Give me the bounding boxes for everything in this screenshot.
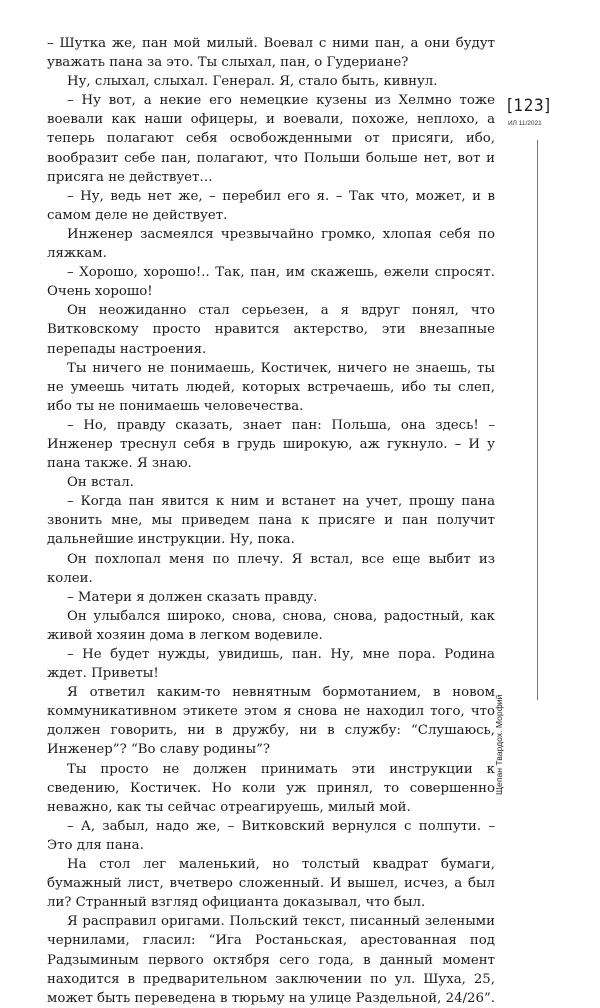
paragraph: Он улыбался широко, снова, снова, снова, радостный, как живой хозяин дома в легком водевиле. (47, 608, 495, 643)
paragraph: Ну, слыхал, слыхал. Генерал. Я, стало быть, кивнул. (67, 74, 438, 90)
paragraph: Я ответил каким-то невнятным бормотанием, в новом коммуникативном этикете этом я снова не находил того, что должен говорить, ни в дружбу, ни в службу: “Слушаюсь, Инженер”? “Во славу родины”? (47, 685, 495, 758)
paragraph: – Не будет нужды, увидишь, пан. Ну, мне пора. Родина ждет. Приветы! (47, 647, 495, 682)
body-text (47, 34, 495, 1008)
paragraph: Он неожиданно стал серьезен, а я вдруг понял, что Витковскому просто нравится актерство, эти внезапные перепады настроения. (47, 303, 495, 357)
paragraph: – Хорошо, хорошо!.. Так, пан, им скажешь, ежели спросят. Очень хорошо! (47, 265, 495, 300)
paragraph: – А, забыл, надо же, – Витковский вернулся с полпути. – Это для пана. (47, 818, 495, 853)
vertical-divider (537, 140, 538, 700)
paragraph: Инженер засмеялся чрезвычайно громко, хлопая себя по ляжкам. (47, 226, 495, 262)
page-number: [123] (507, 96, 551, 116)
paragraph: Он похлопал меня по плечу. Я встал, все еще выбит из колеи. (47, 551, 495, 586)
paragraph: – Но, правду сказать, знает пан: Польша, она здесь! – Инженер треснул себя в грудь широкую, аж гукнуло. – И у пана также. Я знаю. (47, 417, 495, 472)
paragraph: Он встал. (67, 475, 134, 491)
paragraph: Я расправил оригами. Польский текст, писанный зелеными чернилами, гласил: “Ига Ростаньская, арестованная под Радзыминым первого октября сего года, в данный момент находится в предварительном заключении по ул. Шуха, 25, может быть переведена в тюрьму на улице Раздельной, 24/26”. (47, 914, 495, 1006)
paragraph: – Матери я должен сказать правду. (67, 589, 318, 605)
paragraph: Ты ничего не понимаешь, Костичек, ничего не знаешь, ты не умеешь читать людей, которых встречаешь, ибо ты слеп, ибо ты не понимаешь человечества. (47, 360, 495, 414)
paragraph: На стол лег маленький, но толстый квадрат бумаги, бумажный лист, вчетверо сложенный. И вышел, исчез, а был ли? Странный взгляд официанта доказывал, что был. (47, 857, 495, 911)
paragraph: – Шутка же, пан мой милый. Воевал с ними пан, а они будут уважать пана за это. Ты слыхал, пан, о Гудериане? (47, 36, 495, 71)
paragraph: Ты просто не должен принимать эти инструкции к сведению, Костичек. Но коли уж принял, то совершенно неважно, как ты сейчас отреагируешь, милый мой. (47, 761, 495, 815)
issue-label: ИЛ 11/2021 (508, 120, 542, 127)
paragraph: – Ну вот, а некие его немецкие кузены из Хелмно тоже воевали как наши офицеры, и воевали, похоже, неплохо, а теперь полагают себя освобожденными от присяги, ибо, вообразит себе пан, полагают, что Польши больше нет, вот и присяга не действует… (47, 93, 495, 185)
paragraph: – Ну, ведь нет же, – перебил его я. – Так что, может, и в самом деле не действует. (47, 188, 495, 223)
paragraph: – Когда пан явится к ним и встанет на учет, прошу пана звонить мне, мы приведем пана к присяге и пан получит дальнейшие инструкции. Ну, пока. (47, 494, 495, 548)
running-title: Щепан Твардох. Морфий (494, 694, 504, 795)
